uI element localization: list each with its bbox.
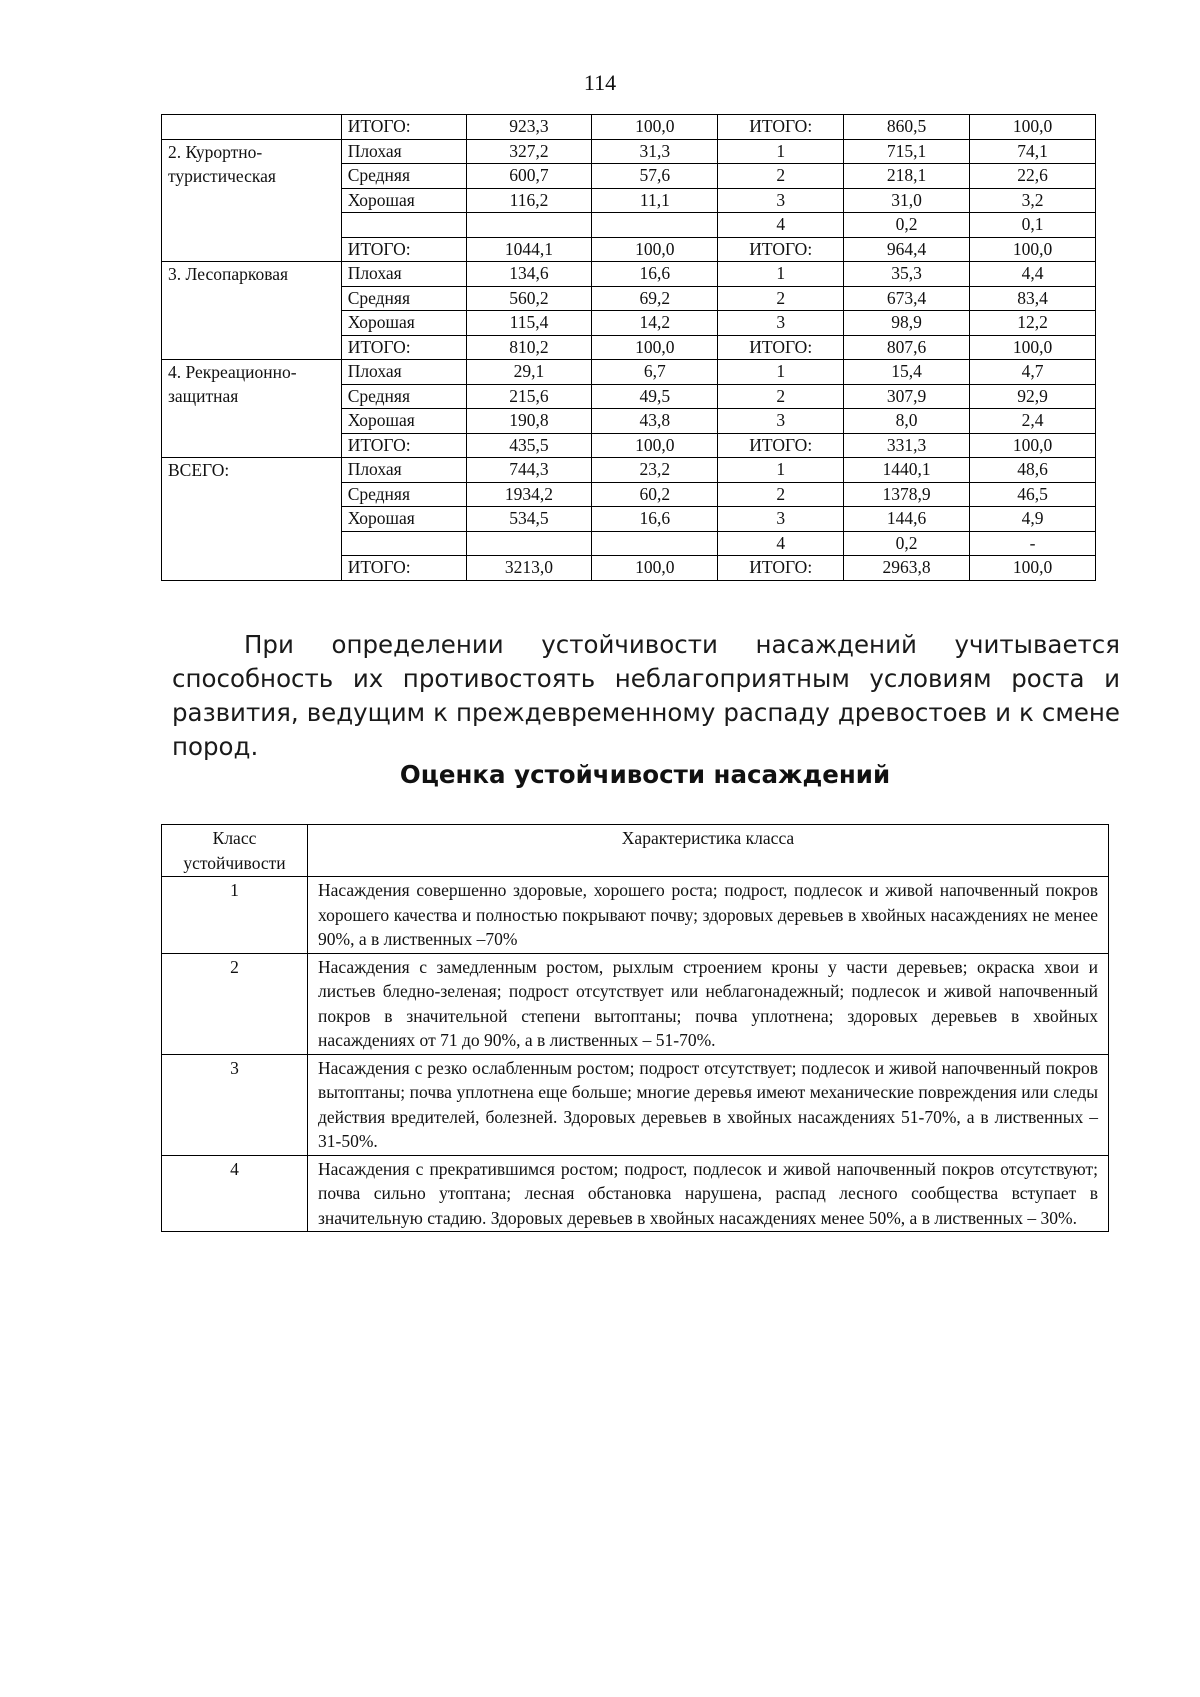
percent-cell: 16,6 [592,507,718,532]
cls-cell: 2 [718,164,844,189]
category-cell [341,213,466,238]
cls-percent-cell: 100,0 [970,237,1096,262]
cls-percent-cell: 100,0 [970,556,1096,581]
category-cell: Хорошая [341,188,466,213]
category-cell: ИТОГО: [341,335,466,360]
percent-cell: 100,0 [592,556,718,581]
cls-percent-cell: 4,7 [970,360,1096,385]
category-cell: Хорошая [341,507,466,532]
cls-percent-cell: 4,4 [970,262,1096,287]
category-cell: Средняя [341,482,466,507]
percent-cell: 43,8 [592,409,718,434]
percent-cell: 31,3 [592,139,718,164]
cls-percent-cell: 92,9 [970,384,1096,409]
area-cell: 435,5 [466,433,592,458]
cls-percent-cell: 100,0 [970,115,1096,140]
class-cell: 4 [162,1155,308,1232]
cls-area-cell: 98,9 [844,311,970,336]
category-cell: ИТОГО: [341,115,466,140]
area-cell: 600,7 [466,164,592,189]
area-cell: 134,6 [466,262,592,287]
stability-class-table [161,824,1109,1232]
cls-cell: ИТОГО: [718,556,844,581]
category-cell: Плохая [341,262,466,287]
cls-cell: 1 [718,139,844,164]
category-cell: ИТОГО: [341,237,466,262]
cls-area-cell: 15,4 [844,360,970,385]
percent-cell: 100,0 [592,115,718,140]
percent-cell: 14,2 [592,311,718,336]
percent-cell: 49,5 [592,384,718,409]
cls-area-cell: 8,0 [844,409,970,434]
percent-cell: 11,1 [592,188,718,213]
area-cell: 215,6 [466,384,592,409]
group-cell [162,115,342,140]
category-cell: Плохая [341,458,466,483]
cls-percent-cell: 2,4 [970,409,1096,434]
group-cell: 4. Рекреационно-защитная [162,360,342,458]
cls-area-cell: 0,2 [844,531,970,556]
area-cell: 3213,0 [466,556,592,581]
category-cell: Плохая [341,139,466,164]
cls-area-cell: 307,9 [844,384,970,409]
cls-percent-cell: 100,0 [970,433,1096,458]
percent-cell: 100,0 [592,335,718,360]
table-row [162,360,1096,385]
cls-percent-cell: 22,6 [970,164,1096,189]
category-cell [341,531,466,556]
stability-summary-body [162,115,1096,581]
cls-cell: 1 [718,458,844,483]
description-cell: Насаждения совершенно здоровые, хорошего роста; подрост, подлесок и живой напочвенный покров хорошего качества и полностью покрывают почву; здоровых деревьев в хвойных насаждениях не менее 90%, а в лиственных –70% [308,877,1109,954]
cls-cell: 4 [718,531,844,556]
cls-cell: 1 [718,360,844,385]
percent-cell: 57,6 [592,164,718,189]
area-cell: 190,8 [466,409,592,434]
table-row [162,458,1096,483]
cls-cell: 3 [718,311,844,336]
cls-cell: ИТОГО: [718,335,844,360]
table-row [162,953,1109,1054]
table-row [162,1155,1109,1232]
cls-area-cell: 1378,9 [844,482,970,507]
group-cell: ВСЕГО: [162,458,342,581]
class-cell: 2 [162,953,308,1054]
category-cell: Средняя [341,384,466,409]
cls-cell: 3 [718,507,844,532]
area-cell [466,213,592,238]
cls-area-cell: 673,4 [844,286,970,311]
cls-percent-cell: - [970,531,1096,556]
header-description: Характеристика класса [308,825,1109,877]
area-cell: 1044,1 [466,237,592,262]
page-number: 114 [583,70,617,95]
percent-cell: 100,0 [592,433,718,458]
cls-area-cell: 860,5 [844,115,970,140]
category-cell: ИТОГО: [341,433,466,458]
cls-area-cell: 807,6 [844,335,970,360]
cls-cell: 2 [718,384,844,409]
percent-cell: 23,2 [592,458,718,483]
table-header-row [162,825,1109,877]
category-cell: Средняя [341,286,466,311]
header-class: Класс устойчивости [162,825,308,877]
cls-cell: ИТОГО: [718,237,844,262]
table-row [162,139,1096,164]
description-cell: Насаждения с резко ослабленным ростом; подрост отсутствует; подлесок и живой напочвенный покров вытоптаны; почва уплотнена еще больше; многие деревья имеют механические повреждения или следы действия вредителей, болезней. Здоровых деревьев в хвойных насаждениях 51-70%, а в лиственных – 31-50%. [308,1054,1109,1155]
cls-percent-cell: 3,2 [970,188,1096,213]
percent-cell: 16,6 [592,262,718,287]
cls-cell: ИТОГО: [718,433,844,458]
area-cell [466,531,592,556]
category-cell: Средняя [341,164,466,189]
percent-cell: 100,0 [592,237,718,262]
cls-cell: ИТОГО: [718,115,844,140]
table-row [162,115,1096,140]
area-cell: 923,3 [466,115,592,140]
area-cell: 115,4 [466,311,592,336]
percent-cell [592,213,718,238]
cls-cell: 2 [718,286,844,311]
cls-cell: 3 [718,188,844,213]
cls-cell: 4 [718,213,844,238]
area-cell: 810,2 [466,335,592,360]
cls-percent-cell: 74,1 [970,139,1096,164]
cls-area-cell: 31,0 [844,188,970,213]
area-cell: 744,3 [466,458,592,483]
class-cell: 1 [162,877,308,954]
group-cell: 2. Курортно-туристическая [162,139,342,262]
cls-area-cell: 331,3 [844,433,970,458]
table-row [162,262,1096,287]
area-cell: 560,2 [466,286,592,311]
cls-cell: 2 [718,482,844,507]
cls-area-cell: 1440,1 [844,458,970,483]
cls-percent-cell: 12,2 [970,311,1096,336]
area-cell: 1934,2 [466,482,592,507]
percent-cell: 60,2 [592,482,718,507]
stability-summary-table [161,114,1096,581]
description-cell: Насаждения с прекратившимся ростом; подрост, подлесок и живой напочвенный покров отсутствуют; почва сильно утоптана; лесная обстановка нарушена, распад лесного сообщества вступает в значительную стадию. Здоровых деревьев в хвойных насаждениях менее 50%, а в лиственных – 30%. [308,1155,1109,1232]
category-cell: Плохая [341,360,466,385]
class-cell: 3 [162,1054,308,1155]
cls-percent-cell: 83,4 [970,286,1096,311]
area-cell: 327,2 [466,139,592,164]
percent-cell: 6,7 [592,360,718,385]
cls-percent-cell: 48,6 [970,458,1096,483]
section-heading: Оценка устойчивости насаждений [399,760,891,789]
cls-area-cell: 218,1 [844,164,970,189]
cls-cell: 3 [718,409,844,434]
cls-percent-cell: 100,0 [970,335,1096,360]
category-cell: Хорошая [341,409,466,434]
area-cell: 116,2 [466,188,592,213]
category-cell: ИТОГО: [341,556,466,581]
percent-cell [592,531,718,556]
cls-area-cell: 2963,8 [844,556,970,581]
cls-cell: 1 [718,262,844,287]
cls-area-cell: 964,4 [844,237,970,262]
table-row [162,877,1109,954]
table-row [162,1054,1109,1155]
cls-area-cell: 35,3 [844,262,970,287]
body-paragraph: При определении устойчивости насаждений учитывается способность их противостоять неблагоприятным условиям роста и развития, ведущим к преждевременному распаду древостоев и к смене пород. [172,630,1120,761]
cls-percent-cell: 4,9 [970,507,1096,532]
percent-cell: 69,2 [592,286,718,311]
group-cell: 3. Лесопарковая [162,262,342,360]
cls-area-cell: 0,2 [844,213,970,238]
cls-percent-cell: 46,5 [970,482,1096,507]
category-cell: Хорошая [341,311,466,336]
area-cell: 534,5 [466,507,592,532]
cls-percent-cell: 0,1 [970,213,1096,238]
description-cell: Насаждения с замедленным ростом, рыхлым строением кроны у части деревьев; окраска хвои и листьев бледно-зеленая; подрост отсутствует или неблагонадежный; подлесок и живой напочвенный покров в значительной степени вытоптаны; почва уплотнена; здоровых деревьев в хвойных насаждениях от 71 до 90%, а в лиственных – 51-70%. [308,953,1109,1054]
cls-area-cell: 715,1 [844,139,970,164]
cls-area-cell: 144,6 [844,507,970,532]
area-cell: 29,1 [466,360,592,385]
